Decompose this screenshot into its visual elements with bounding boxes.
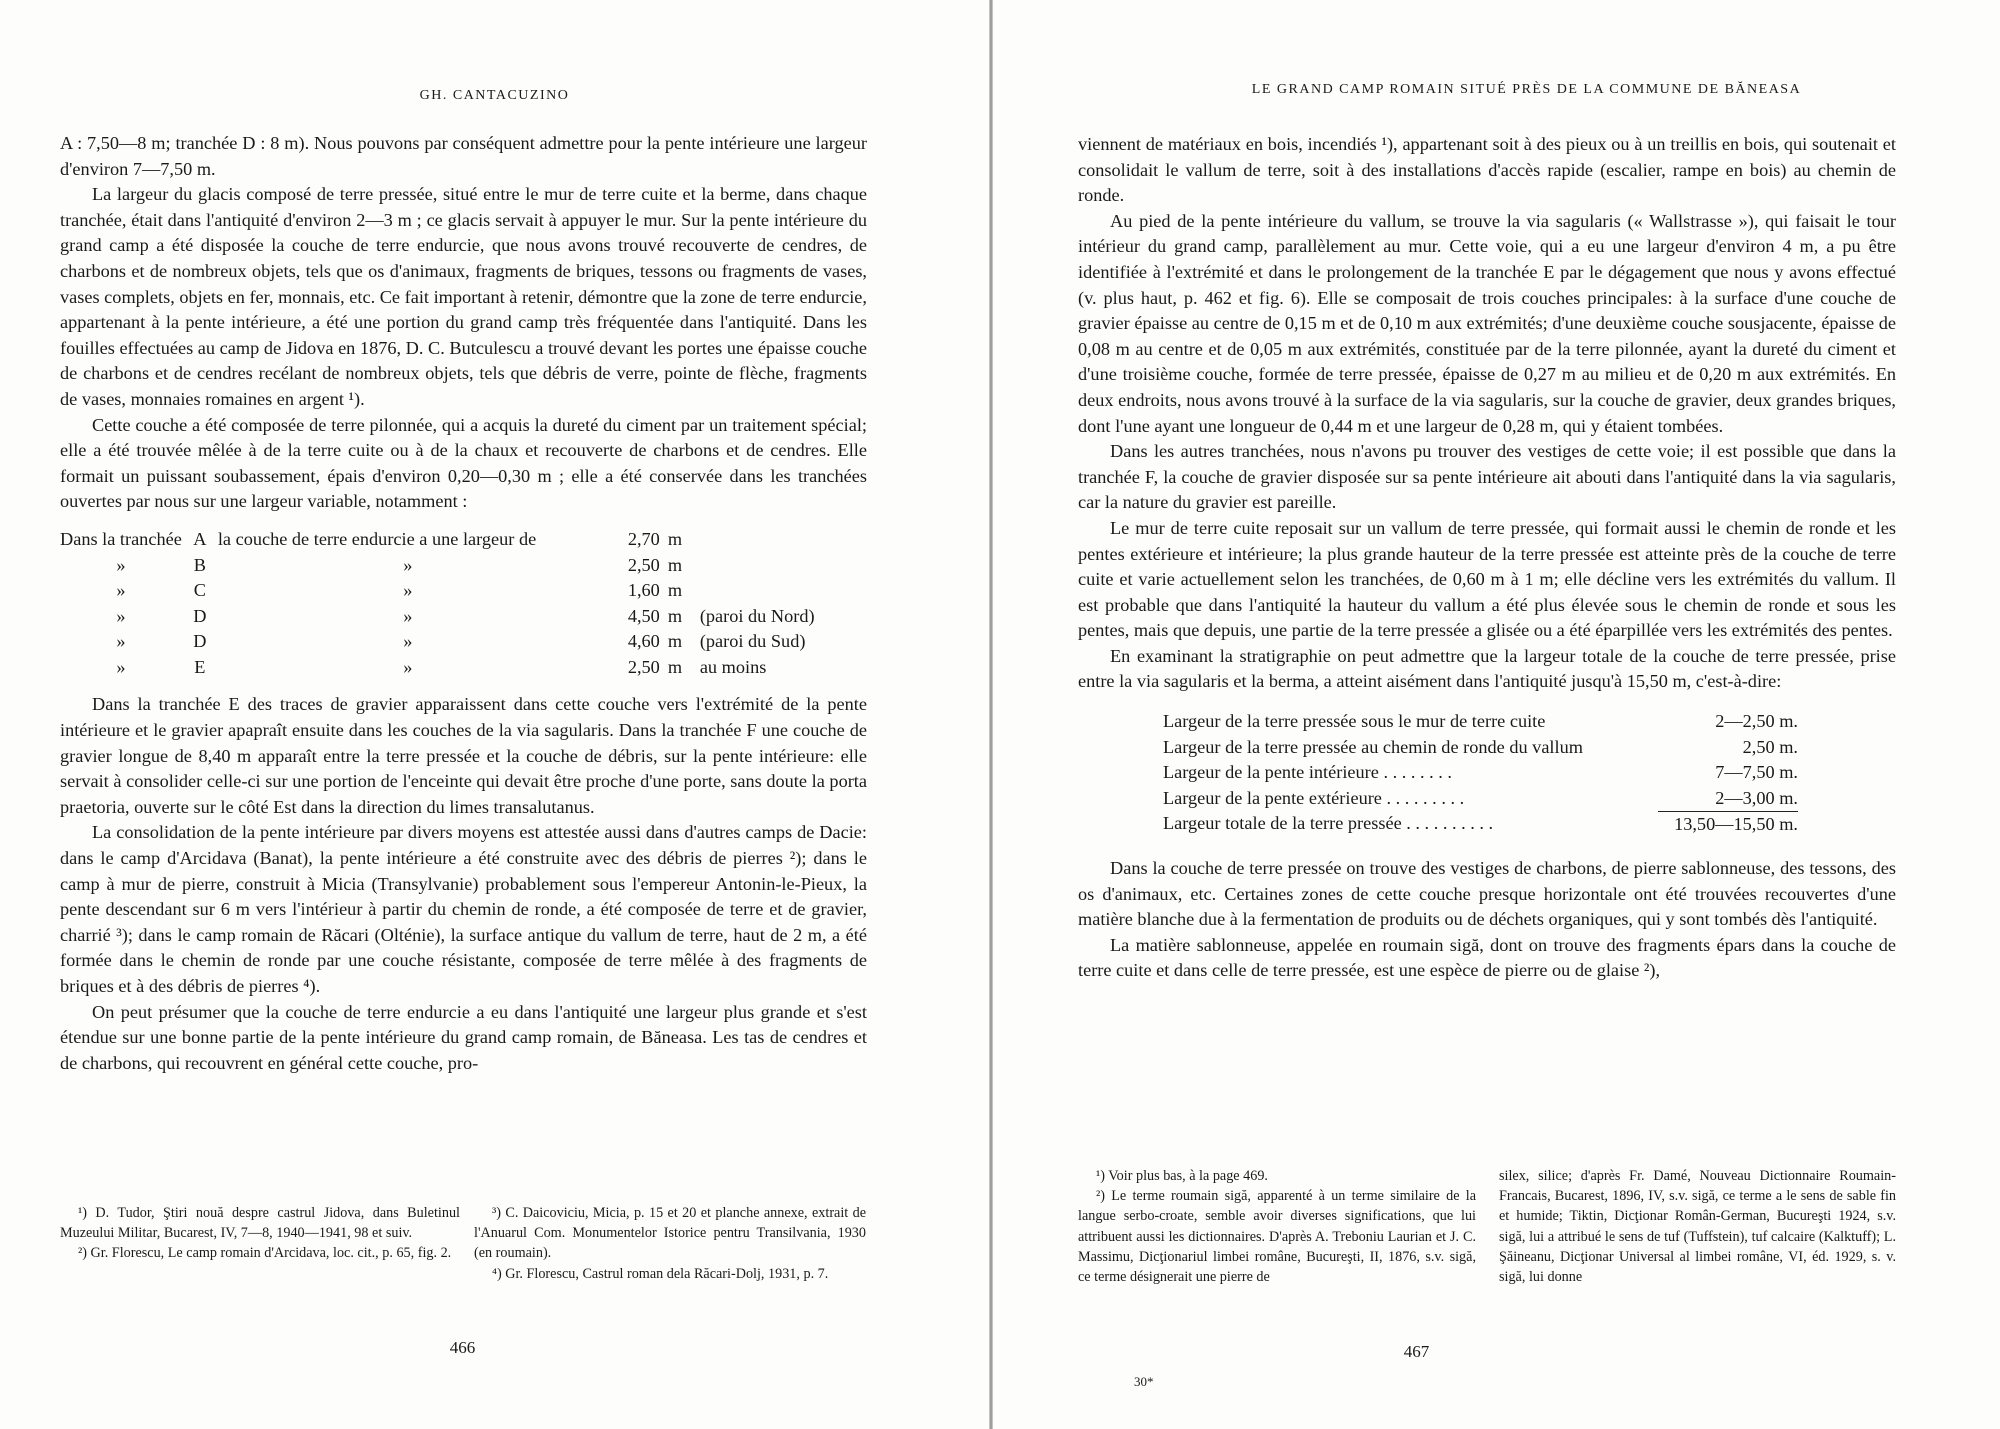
summary-row [1163,786,1798,812]
trench-note [700,553,815,579]
trench-width-unit: m [667,554,683,575]
footnote: ⁴) Gr. Florescu, Castrul roman dela Răcari-Dolj, 1931, p. 7. [492,1265,829,1282]
trench-row [60,553,815,579]
page-number: 467 [1403,1342,1430,1361]
right-page [993,0,2000,1429]
trench-letter: D [193,631,207,652]
trench-note: (paroi du Nord) [699,605,815,626]
footnote: ³) C. Daicoviciu, Micia, p. 15 et 20 et planche annexe, extrait de l'Anuarul Com. Monumentelor Istorice pentru Transilvania, 1930 (en roumain). [474,1205,866,1262]
paragraph: On peut présumer que la couche de terre endurcie a eu dans l'antiquité une largeur plus grande et s'est étendue sur une bonne partie de la pente intérieure du grand camp romain, de Băneasa. Les tas de cendres et de charbons, qui recouvrent en général cette couche, pro- [60,1001,867,1073]
paragraph: La consolidation de la pente intérieure par divers moyens est attestée aussi dans d'autres camps de Dacie: dans le camp d'Arcidava (Banat), la pente intérieure a été construite avec des débris de pierres ²); dans le camp à mur de pierre, construit à Micia (Transylvanie) probablement sous l'empereur Antonin-le-Pieux, la pente descendant sur 6 m vers l'intérieur à partir du chemin de ronde, a été composée de terre et de gravier, charrié ³); dans le camp romain de Răcari (Olténie), la surface antique du vallum de terre, haut de 2 m, a été formée dans le chemin de ronde par une couche résistante, composée de terre mêlée à des fragments de briques et à des débris de pierres ⁴). [60,822,867,996]
trench-description: » [403,554,413,575]
summary-value: 2—3,00 m. [1715,787,1798,808]
footnotes-column [1499,1166,1896,1287]
paragraph: Dans la couche de terre pressée on trouve des vestiges de charbons, de pierre sablonneuse, des tessons, des os d'animaux, etc. Certaines zones de cette couche presque horizontale ont été trouvées recouvertes d'une matière blanche due à la fermentation de produits ou de déchets organiques, qui y sont tombés dès l'antiquité. [1078,858,1896,930]
paragraph: La matière sablonneuse, appelée en roumain sigă, dont on trouve des fragments épars dans la couche de terre cuite et dans celle de terre pressée, est une espèce de pierre ou de glaise ²), [1078,934,1896,981]
trench-letter: D [193,605,207,626]
trench-width-unit: m [667,631,683,652]
summary-value: 2—2,50 m. [1715,711,1798,732]
trench-width-value: 4,50 [627,605,660,626]
trench-prefix: » [116,580,126,601]
footnote: silex, silice; d'après Fr. Damé, Nouveau Dictionnaire Roumain-Francais, Bucarest, 1896, IV, s.v. sigă, ce terme a le sens de sable fin et humide; Tiktin, Dicţionar Român-German, Bucureşti 1924, s.v. sigă, lui a attribué le sens de tuf (Tuffstein), tuf calcaire (Kalktuff); L. Şăineanu, Dicţionar Universal al limbei române, VI, éd. 1929, s. v. sigă, lui donne [1499,1168,1896,1286]
trench-description: » [403,605,413,626]
footnote: ²) Gr. Florescu, Le camp romain d'Arcidava, loc. cit., p. 65, fig. 2. [78,1245,452,1262]
trench-letter: B [193,554,206,575]
summary-label: Largeur de la terre pressée au chemin de ronde du vallum [1163,736,1583,757]
trench-width-unit: m [667,605,683,626]
trench-note [700,578,815,604]
trench-width-value: 2,50 [627,554,660,575]
trench-width-value: 2,50 [627,656,660,677]
paragraph: En examinant la stratigraphie on peut admettre que la largeur totale de la couche de terre pressée, prise entre la via sagularis et la berma, a atteint aisément dans l'antiquité jusqu'à 15,50 m, c'est-à-dire: [1078,645,1896,692]
trench-row [60,578,815,604]
trench-width-value: 1,60 [627,580,660,601]
trench-description: la couche de terre endurcie a une largeur de [217,528,537,549]
trench-prefix: Dans la tranchée [60,528,182,549]
trench-note: (paroi du Sud) [699,631,806,652]
signature-mark: 30* [1134,1374,1154,1389]
summary-label: Largeur de la pente extérieure . . . . . . . . . [1163,787,1465,808]
trench-note [700,527,815,553]
trench-row [60,655,815,681]
trench-width-unit: m [667,580,683,601]
summary-label: Largeur totale de la terre pressée . . . . . . . . . . [1163,813,1494,834]
summary-label: Largeur de la terre pressée sous le mur de terre cuite [1163,711,1546,732]
trench-row [60,629,815,655]
body-text [1078,132,1896,984]
trench-width-value: 4,60 [627,631,660,652]
footnotes-column [474,1203,866,1284]
trench-width-unit: m [667,528,683,549]
footnotes-column [60,1203,460,1264]
summary-value: 13,50—15,50 m. [1658,811,1798,838]
paragraph: Le mur de terre cuite reposait sur un vallum de terre pressée, qui formait aussi le chemin de ronde et les pentes extérieure et intérieure; la plus grande hauteur de la terre pressée est atteinte près de la couche de terre cuite et varie actuellement selon les tranchées, de 0,60 m à 1 m; elle décline vers les extrémités du vallum. Il est probable que dans l'antiquité la hauteur du vallum a été plus élevée sous le chemin de ronde et sous les pentes, mais que depuis, une partie de la terre pressée a glisée ou a été éparpillée vers les extrémités des pentes. [1078,517,1896,641]
footnote: ²) Le terme roumain sigă, apparenté à un terme similaire de la langue serbo-croate, semble avoir diverses significations, que lui attribuent aussi les dictionnaires. D'après A. Treboniu Laurian et J. C. Massimu, Dicţionariul limbei române, Bucureşti, II, 1876, s.v. sigă, ce terme désignerait une pierre de [1078,1188,1476,1286]
trench-note: au moins [699,656,767,677]
trench-letter: A [193,528,207,549]
trench-letter: C [193,580,206,601]
trench-prefix: » [116,605,126,626]
paragraph: Dans la tranchée E des traces de gravier apparaissent dans cette couche vers l'extrémité de la pente intérieure et le gravier apapraît ensuite dans les couches de la via sagularis. Dans la tranchée F une couche de gravier longue de 8,40 m apparaît entre la terre pressée et la couche de débris, sur la pente intérieure: elle servait à consolider celle-ci sur une portion de l'enceinte qui devait être proche d'une porte, sans doute la porta praetoria, ouverte sur le côté Est dans la direction du limes transalutanus. [60,694,867,817]
footnotes-column [1078,1166,1476,1287]
paragraph: La largeur du glacis composé de terre pressée, situé entre le mur de terre cuite et la berme, dans chaque tranchée, était dans l'antiquité d'environ 2—3 m ; ce glacis servait à appuyer le mur. Sur la pente intérieure du grand camp a été disposée la couche de terre endurcie, que nous avons trouvé recouverte de cendres, de charbons et de nombreux objets, tels que os d'animaux, fragments de briques, tessons ou fragments de vases, vases complets, objets en fer, monnais, etc. Ce fait important à retenir, démontre que la zone de terre endurcie, appartenant à la pente intérieure, a été une portion du grand camp très fréquentée dans l'antiquité. Dans les fouilles effectuées au camp de Jidova en 1876, D. C. Butculescu a trouvé devant les portes une épaisse couche de charbons et de cendres recélant de nombreux objets, tels que débris de verre, pointe de flèche, fragments de vases, monnaies romaines en argent ¹). [60,184,867,409]
trench-width-list [60,527,815,681]
page-number: 466 [449,1338,476,1357]
summary-row [1163,760,1798,786]
running-header: GH. CANTACUZINO [419,88,570,103]
left-page [0,0,989,1429]
trench-row [60,527,815,553]
trench-row [60,604,815,630]
trench-prefix: » [116,631,126,652]
trench-description: » [403,631,413,652]
summary-row [1163,735,1798,761]
summary-value: 7—7,50 m. [1715,762,1798,783]
trench-description: » [403,656,413,677]
summary-row [1163,709,1798,735]
paragraph: Cette couche a été composée de terre pilonnée, qui a acquis la dureté du ciment par un traitement spécial; elle a été trouvée mêlée à de la terre cuite ou à de la chaux et recouverte de charbons et de cendres. Elle formait un puissant soubassement, épais d'environ 0,20—0,30 m ; elle a été conservée dans les tranchées ouvertes par nous sur une largeur variable, notamment : [60,414,867,512]
summary-total-row [1163,811,1798,838]
summary-value: 2,50 m. [1742,736,1798,757]
width-summary-table [1163,709,1896,838]
paragraph: Dans les autres tranchées, nous n'avons pu trouver des vestiges de cette voie; il est possible que dans la tranchée F, la couche de gravier disposée sur sa pente intérieure ait abouti dans l'antiquité dans la via sagularis, car la nature du gravier est pareille. [1078,441,1896,513]
trench-width-value: 2,70 [627,528,660,549]
trench-prefix: » [116,554,126,575]
paragraph: Au pied de la pente intérieure du vallum, se trouve la via sagularis (« Wallstrasse »), qui faisait le tour intérieur du grand camp, parallèlement au mur. Cette voie, qui a eu une largeur d'environ 4 m, a pu être identifiée à l'extrémité et dans le prolongement de la tranchée E par le dégagement que nous y avons effectué (v. plus haut, p. 462 et fig. 6). Elle se composait de trois couches principales: à la surface d'une couche de gravier épaisse au centre de 0,15 m et de 0,10 m aux extrémités; d'une deuxième couche sousjacente, épaisse de 0,08 m au centre et de 0,05 m aux extrémités, constituée par de la terre pilonnée, ayant la dureté du ciment et d'une troisième couche, formée de terre pressée, épaisse de 0,27 m au milieu et de 0,20 m aux extrémités. En deux endroits, nous avons trouvé à la surface de la via sagularis, sur la couche de gravier, deux grandes briques, dont l'une ayant une longueur de 0,44 m et une largeur de 0,28 m, qui y étaient tombées. [1078,210,1896,436]
footnote: ¹) Voir plus bas, à la page 469. [1096,1168,1268,1184]
trench-width-unit: m [667,656,683,677]
paragraph: A : 7,50—8 m; tranchée D : 8 m). Nous pouvons par conséquent admettre pour la pente intérieure une largeur d'environ 7—7,50 m. [60,133,867,179]
footnote: ¹) D. Tudor, Ştiri nouă despre castrul Jidova, dans Buletinul Muzeului Militar, Bucarest, IV, 7—8, 1940—1941, 98 et suiv. [60,1205,460,1242]
summary-label: Largeur de la pente intérieure . . . . . . . . [1163,762,1453,783]
trench-prefix: » [116,656,126,677]
running-header: LE GRAND CAMP ROMAIN SITUÉ PRÈS DE LA COMMUNE DE BĂNEASA [1251,82,1802,97]
trench-letter: E [194,656,206,677]
body-text [60,131,867,1076]
paragraph: viennent de matériaux en bois, incendiés ¹), appartenant soit à des pieux ou à un treillis en bois, qui soutenait et consolidait le vallum de terre, soit à des installations d'accès rapide (escalier, rampe en bois) au chemin de ronde. [1078,134,1896,206]
trench-description: » [403,580,413,601]
